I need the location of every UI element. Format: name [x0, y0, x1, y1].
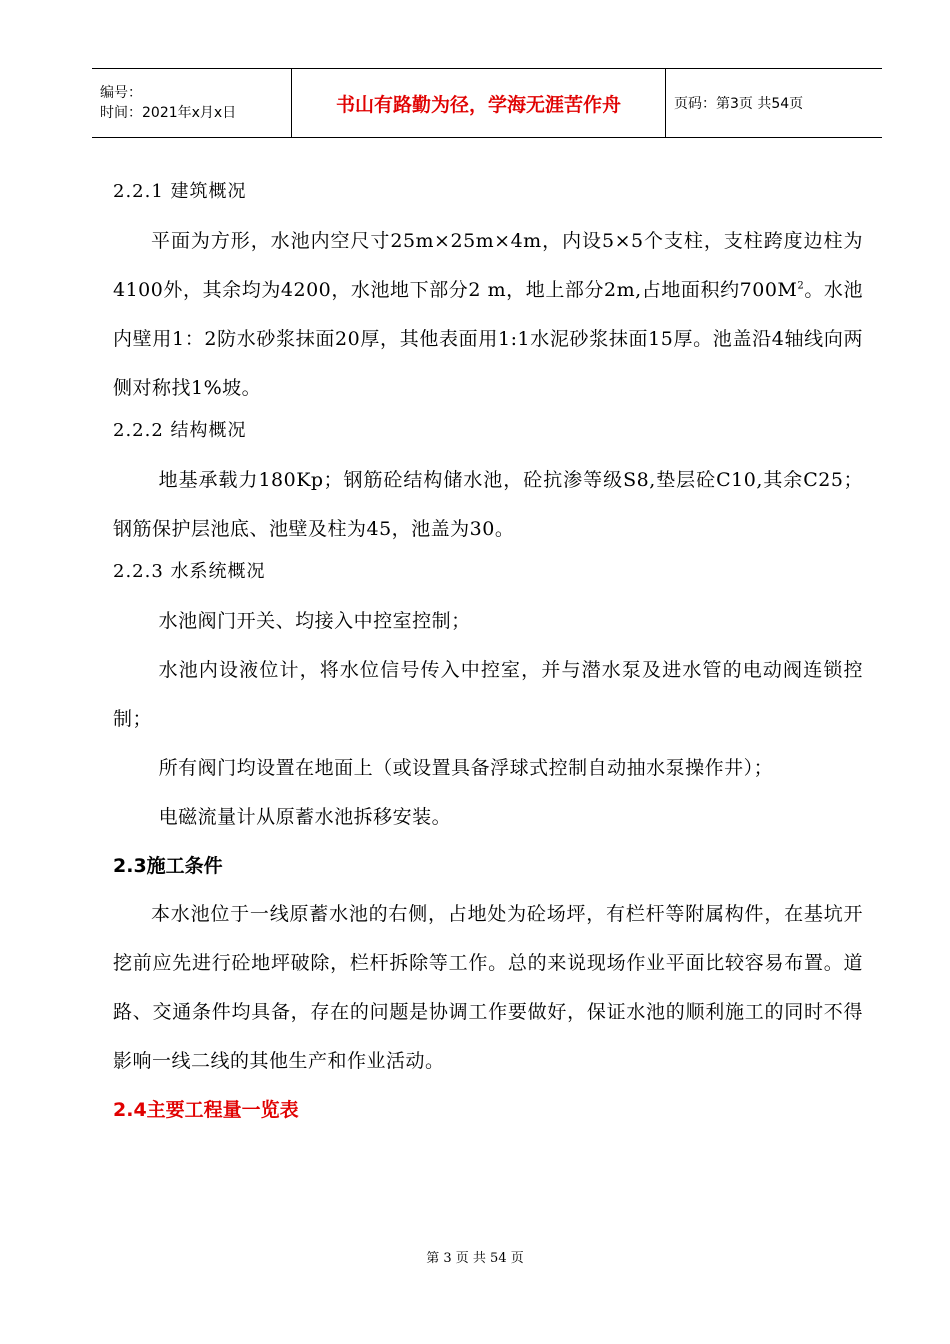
paragraph-water-system-3: 所有阀门均设置在地面上（或设置具备浮球式控制自动抽水泵操作井）； [158, 757, 774, 779]
page-footer [0, 1247, 950, 1266]
header-time-label: 时间：2021年x月x日 [100, 105, 237, 121]
paragraph-water-system-1: 水池阀门开关、均接入中控室控制； [158, 610, 471, 632]
header-page-info-text: 页码：第3页 共54页 [674, 96, 804, 112]
paragraph-building-overview-b: 。水池内壁用1：2防水砂浆抹面20厚，其他表面用1:1水泥砂浆抹面15厚。池盖沿4轴线向两侧对称找1%坡。 [113, 279, 863, 399]
header-meta [92, 69, 292, 137]
document-body [113, 176, 863, 1134]
section-title-2-4: 2.4主要工程量一览表 [113, 1099, 299, 1121]
section-title-2-3: 2.3施工条件 [113, 855, 223, 877]
section-title-2-2-2: 2.2.2 结构概况 [113, 420, 247, 441]
paragraph-water-system-4: 电磁流量计从原蓄水池拆移安装。 [158, 806, 452, 828]
paragraph-building-overview [113, 217, 863, 413]
paragraph-water-system-2: 水池内设液位计，将水位信号传入中控室，并与潜水泵及进水管的电动阀连锁控制； [113, 659, 863, 730]
header-motto [292, 69, 666, 137]
paragraph-construction-conditions: 本水池位于一线原蓄水池的右侧，占地处为砼场坪，有栏杆等附属构件，在基坑开挖前应先进行砼地坪破除，栏杆拆除等工作。总的来说现场作业平面比较容易布置。道路、交通条件均具备，存在的问题是协调工作要做好，保证水池的顺利施工的同时不得影响一线二线的其他生产和作业活动。 [113, 903, 863, 1072]
header-page-info [666, 69, 882, 137]
header-code-label: 编号： [100, 85, 142, 101]
header-motto-text: 书山有路勤为径，学海无涯苦作舟 [335, 93, 621, 116]
paragraph-structure-overview: 地基承载力180Kp；钢筋砼结构储水池，砼抗渗等级S8,垫层砼C10,其余C25；钢筋保护层池底、池壁及柱为45，池盖为30。 [113, 469, 863, 540]
page-header [92, 68, 882, 138]
section-title-2-2-3: 2.2.3 水系统概况 [113, 561, 266, 582]
superscript-2: 2 [797, 280, 805, 292]
section-title-2-2-1: 2.2.1 建筑概况 [113, 181, 247, 202]
paragraph-building-overview-a: 平面为方形，水池内空尺寸25m×25m×4m，内设5×5个支柱，支柱跨度边柱为4100外，其余均为4200，水池地下部分2 m，地上部分2m,占地面积约700M [113, 230, 863, 301]
footer-page-number: 第 3 页 共 54 页 [426, 1251, 524, 1266]
